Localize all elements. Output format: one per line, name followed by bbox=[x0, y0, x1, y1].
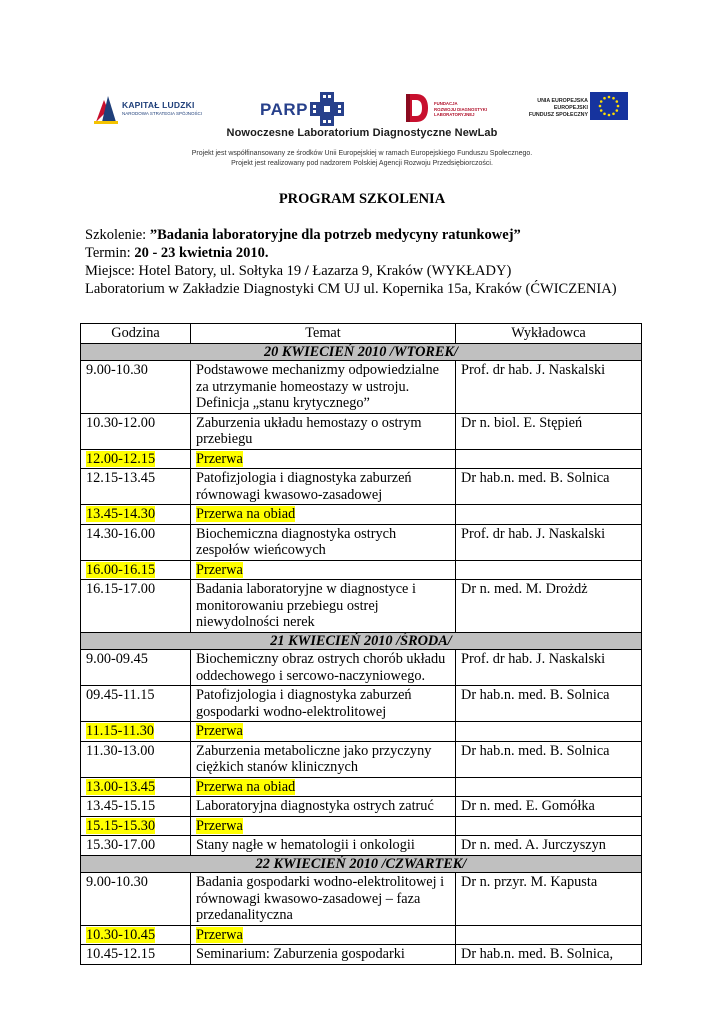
schedule-table bbox=[80, 323, 642, 965]
topic-cell: Badania laboratoryjne w diagnostyce i monitorowaniu przebiegu ostrej niewydolności nerek bbox=[191, 580, 456, 633]
lecturer-cell bbox=[456, 722, 642, 742]
fundacja-logo-mark bbox=[404, 92, 430, 124]
place-line bbox=[85, 262, 511, 281]
topic-cell bbox=[191, 816, 456, 836]
break-row bbox=[81, 925, 642, 945]
table-header-row bbox=[81, 324, 642, 344]
time-cell: 13.45-15.15 bbox=[81, 797, 191, 817]
time-cell: 12.15-13.45 bbox=[81, 469, 191, 505]
table-row bbox=[81, 524, 642, 560]
topic-cell bbox=[191, 505, 456, 525]
break-label: Przerwa bbox=[196, 450, 243, 467]
training-label: Szkolenie: bbox=[85, 227, 150, 243]
eu-flag-icon bbox=[590, 92, 628, 120]
topic-cell: Podstawowe mechanizmy odpowiedzialne za utrzymanie homeostazy w ustroju. Definicja „stanu krytycznego” bbox=[191, 361, 456, 414]
lecturer-cell: Prof. dr hab. J. Naskalski bbox=[456, 361, 642, 414]
break-time: 15.15-15.30 bbox=[86, 817, 156, 834]
training-value: ”Badania laboratoryjne dla potrzeb medycyny ratunkowej” bbox=[149, 227, 521, 243]
lecturer-cell: Dr n. biol. E. Stępień bbox=[456, 413, 642, 449]
kapital-ludzki-subtitle: NARODOWA STRATEGIA SPÓJNOŚCI bbox=[122, 111, 203, 116]
fundacja-line-1: FUNDACJA bbox=[434, 101, 458, 106]
lecturer-cell: Dr n. med. E. Gomółka bbox=[456, 797, 642, 817]
break-row bbox=[81, 505, 642, 525]
break-label: Przerwa bbox=[196, 926, 243, 943]
column-header-lecturer: Wykładowca bbox=[456, 324, 642, 344]
day-label: 21 KWIECIEŃ 2010 /ŚRODA/ bbox=[81, 632, 642, 650]
lab-line: Laboratorium w Zakładzie Diagnostyki CM UJ ul. Kopernika 15a, Kraków (ĆWICZENIA) bbox=[85, 281, 617, 297]
break-label: Przerwa bbox=[196, 817, 243, 834]
ue-logo bbox=[520, 90, 635, 130]
break-time: 13.45-14.30 bbox=[86, 506, 156, 522]
topic-cell bbox=[191, 777, 456, 797]
topic-cell bbox=[191, 925, 456, 945]
lecturer-cell: Prof. dr hab. J. Naskalski bbox=[456, 524, 642, 560]
break-time: 16.00-16.15 bbox=[86, 561, 156, 578]
topic-cell: Patofizjologia i diagnostyka zaburzeń gospodarki wodno-elektrolitowej bbox=[191, 686, 456, 722]
break-label: Przerwa na obiad bbox=[196, 506, 296, 522]
topic-cell: Zaburzenia układu hemostazy o ostrym przebiegu bbox=[191, 413, 456, 449]
fundacja-text bbox=[434, 101, 487, 118]
term-value: 20 - 23 kwietnia 2010. bbox=[134, 245, 269, 261]
term-line bbox=[85, 244, 268, 263]
topic-cell: Biochemiczny obraz ostrych chorób układu oddechowego i sercowo-naczyniowego. bbox=[191, 650, 456, 686]
table-row bbox=[81, 650, 642, 686]
time-cell: 10.30-12.00 bbox=[81, 413, 191, 449]
time-cell: 11.30-13.00 bbox=[81, 741, 191, 777]
time-cell bbox=[81, 505, 191, 525]
break-row bbox=[81, 816, 642, 836]
time-cell bbox=[81, 449, 191, 469]
topic-cell: Zaburzenia metaboliczne jako przyczyny ciężkich stanów klinicznych bbox=[191, 741, 456, 777]
term-label: Termin: bbox=[85, 245, 135, 261]
fundacja-line-2: ROZWOJU DIAGNOSTYKI bbox=[434, 106, 487, 112]
ue-line-2: EUROPEJSKI bbox=[553, 105, 588, 111]
lecturer-cell bbox=[456, 925, 642, 945]
day-label: 20 KWIECIEŃ 2010 /WTOREK/ bbox=[81, 343, 642, 361]
place-separator: / bbox=[304, 263, 309, 279]
time-cell bbox=[81, 777, 191, 797]
parp-logo bbox=[260, 90, 350, 130]
column-header-topic: Temat bbox=[191, 324, 456, 344]
parp-name: PARP bbox=[260, 100, 308, 119]
topic-cell: Badania gospodarki wodno-elektrolitowej i równowagi kwasowo-zasadowej – faza przedanalityczna bbox=[191, 873, 456, 926]
lecturer-cell bbox=[456, 560, 642, 580]
break-label: Przerwa bbox=[196, 723, 243, 739]
place-label: Miejsce: Hotel Batory, ul. Sołtyka 19 bbox=[85, 263, 305, 279]
table-row bbox=[81, 361, 642, 414]
kapital-ludzki-logo-mark bbox=[94, 94, 118, 124]
break-time: 12.00-12.15 bbox=[86, 450, 156, 467]
kapital-ludzki-logo bbox=[94, 90, 204, 130]
topic-cell: Seminarium: Zaburzenia gospodarki bbox=[191, 945, 456, 965]
time-cell: 15.30-17.00 bbox=[81, 836, 191, 856]
lecturer-cell: Dr hab.n. med. B. Solnica bbox=[456, 741, 642, 777]
fundacja-logo bbox=[404, 90, 504, 130]
document-title: PROGRAM SZKOLENIA bbox=[278, 191, 446, 207]
break-time: 10.30-10.45 bbox=[86, 926, 156, 943]
time-cell: 10.45-12.15 bbox=[81, 945, 191, 965]
project-title: Nowoczesne Laboratorium Diagnostyczne NewLab bbox=[226, 127, 498, 139]
table-row bbox=[81, 836, 642, 856]
logo-strip bbox=[90, 90, 635, 130]
lecturer-cell: Dr n. med. A. Jurczyszyn bbox=[456, 836, 642, 856]
time-cell: 9.00-09.45 bbox=[81, 650, 191, 686]
table-row bbox=[81, 873, 642, 926]
topic-cell: Patofizjologia i diagnostyka zaburzeń równowagi kwasowo-zasadowej bbox=[191, 469, 456, 505]
table-row bbox=[81, 945, 642, 965]
break-label: Przerwa na obiad bbox=[196, 778, 296, 795]
time-cell: 09.45-11.15 bbox=[81, 686, 191, 722]
topic-cell: Laboratoryjna diagnostyka ostrych zatruć bbox=[191, 797, 456, 817]
parp-logo-mark bbox=[310, 92, 344, 126]
ue-line-1: UNIA EUROPEJSKA bbox=[537, 98, 588, 104]
time-cell bbox=[81, 816, 191, 836]
fundacja-line-3: LABORATORYJNEJ bbox=[434, 112, 475, 117]
lecturer-cell: Dr hab.n. med. B. Solnica bbox=[456, 469, 642, 505]
funding-note: Projekt jest współfinansowany ze środków Unii Europejskiej w ramach Europejskiego Funduszu Społecznego. bbox=[191, 150, 533, 157]
time-cell: 9.00-10.30 bbox=[81, 873, 191, 926]
place-rest: Łazarza 9, Kraków (WYKŁADY) bbox=[308, 263, 512, 279]
lecturer-cell: Dr hab.n. med. B. Solnica bbox=[456, 686, 642, 722]
topic-cell bbox=[191, 722, 456, 742]
topic-cell bbox=[191, 449, 456, 469]
time-cell: 14.30-16.00 bbox=[81, 524, 191, 560]
table-row bbox=[81, 686, 642, 722]
table-row bbox=[81, 741, 642, 777]
lecturer-cell bbox=[456, 777, 642, 797]
topic-cell: Biochemiczna diagnostyka ostrych zespołów wieńcowych bbox=[191, 524, 456, 560]
topic-cell: Stany nagłe w hematologii i onkologii bbox=[191, 836, 456, 856]
lecturer-cell bbox=[456, 449, 642, 469]
time-cell: 9.00-10.30 bbox=[81, 361, 191, 414]
break-time: 11.15-11.30 bbox=[86, 723, 155, 739]
column-header-time: Godzina bbox=[81, 324, 191, 344]
lecturer-cell: Dr n. med. M. Drożdż bbox=[456, 580, 642, 633]
schedule-body bbox=[81, 343, 642, 964]
lecturer-cell: Prof. dr hab. J. Naskalski bbox=[456, 650, 642, 686]
day-label: 22 KWIECIEŃ 2010 /CZWARTEK/ bbox=[81, 855, 642, 873]
break-row bbox=[81, 777, 642, 797]
table-row bbox=[81, 469, 642, 505]
day-header-row bbox=[81, 632, 642, 650]
time-cell bbox=[81, 925, 191, 945]
lecturer-cell bbox=[456, 505, 642, 525]
table-row bbox=[81, 797, 642, 817]
break-row bbox=[81, 722, 642, 742]
time-cell bbox=[81, 722, 191, 742]
break-label: Przerwa bbox=[196, 561, 243, 578]
day-header-row bbox=[81, 855, 642, 873]
day-header-row bbox=[81, 343, 642, 361]
lecturer-cell bbox=[456, 816, 642, 836]
lecturer-cell: Dr n. przyr. M. Kapusta bbox=[456, 873, 642, 926]
time-cell bbox=[81, 560, 191, 580]
topic-cell bbox=[191, 560, 456, 580]
table-row bbox=[81, 413, 642, 449]
ue-text bbox=[520, 98, 588, 119]
kapital-ludzki-name: KAPITAŁ LUDZKI bbox=[122, 100, 195, 110]
supervision-note: Projekt jest realizowany pod nadzorem Polskiej Agencji Rozwoju Przedsiębiorczości. bbox=[231, 160, 493, 167]
ue-line-3: FUNDUSZ SPOŁECZNY bbox=[528, 112, 588, 118]
lecturer-cell: Dr hab.n. med. B. Solnica, bbox=[456, 945, 642, 965]
time-cell: 16.15-17.00 bbox=[81, 580, 191, 633]
break-time: 13.00-13.45 bbox=[86, 778, 156, 795]
break-row bbox=[81, 560, 642, 580]
training-line bbox=[85, 226, 521, 245]
break-row bbox=[81, 449, 642, 469]
table-row bbox=[81, 580, 642, 633]
